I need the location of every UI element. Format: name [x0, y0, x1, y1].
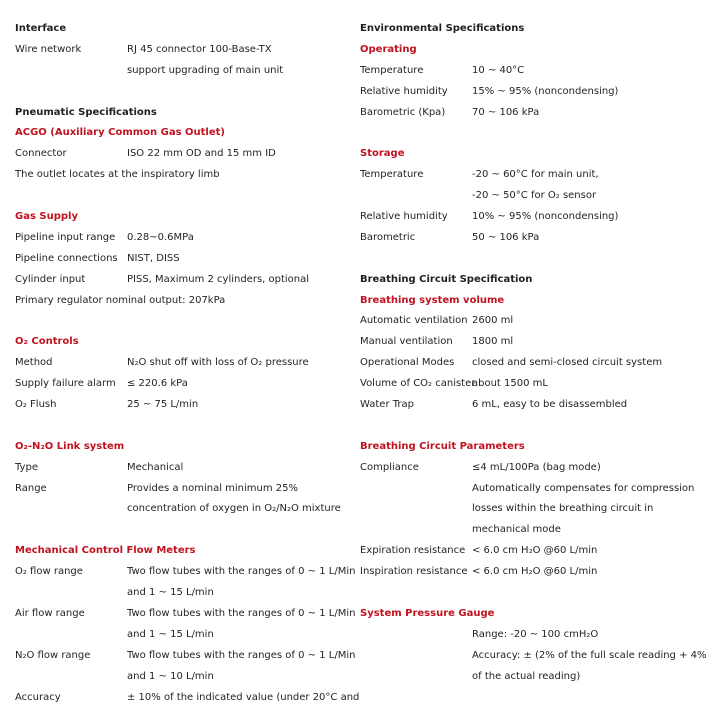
spec-label: Supply failure alarm: [15, 374, 116, 395]
spec-value: Two flow tubes with the ranges of 0 ~ 1 L/Min: [127, 604, 355, 625]
spec-label: Type: [15, 458, 38, 479]
spec-label: Relative humidity: [360, 82, 448, 103]
spec-row: [360, 103, 700, 124]
spec-row: [15, 270, 350, 291]
spec-value: NIST, DISS: [127, 249, 180, 270]
spec-value: ≤4 mL/100Pa (bag mode): [472, 458, 601, 479]
spec-row: [15, 667, 350, 688]
spec-row: [360, 165, 700, 186]
spec-label: Wire network: [15, 40, 81, 61]
spec-label: Expiration resistance: [360, 541, 465, 562]
spec-row: [360, 646, 700, 667]
section-heading-pneumatic-specifications: Pneumatic Specifications: [15, 103, 350, 124]
spec-label: Range: [15, 479, 47, 500]
spec-row: [360, 82, 700, 103]
subsection-heading-breathing-circuit-parameters: Breathing Circuit Parameters: [360, 437, 700, 458]
spec-row: [360, 332, 700, 353]
spec-value: and 1 ~ 10 L/min: [127, 667, 214, 688]
spec-label: Temperature: [360, 61, 423, 82]
spec-label: Volume of CO₂ canister: [360, 374, 475, 395]
spec-value: 1800 ml: [472, 332, 513, 353]
spec-row: [360, 520, 700, 541]
subsection-heading-o-n-o-link-system: O₂-N₂O Link system: [15, 437, 350, 458]
subsection-heading-gas-supply: Gas Supply: [15, 207, 350, 228]
spec-label: Primary regulator nominal output: 207kPa: [15, 291, 225, 312]
spec-row: [360, 499, 700, 520]
spec-value: support upgrading of main unit: [127, 61, 283, 82]
spec-label: Operational Modes: [360, 353, 454, 374]
spec-value: of the actual reading): [472, 667, 580, 688]
spec-row: [15, 353, 350, 374]
spec-row: [15, 228, 350, 249]
spacer: [15, 416, 350, 437]
spec-value: Accuracy: ± (2% of the full scale reading + 4%: [472, 646, 707, 667]
spec-value: < 6.0 cm H₂O @60 L/min: [472, 541, 597, 562]
spec-label: Barometric: [360, 228, 415, 249]
spec-label: Automatic ventilation: [360, 311, 468, 332]
spacer: [360, 249, 700, 270]
spec-row: [15, 249, 350, 270]
spec-row: [360, 395, 700, 416]
spec-label: Pipeline input range: [15, 228, 115, 249]
spec-label: Inspiration resistance: [360, 562, 467, 583]
spec-label: Cylinder input: [15, 270, 85, 291]
spec-value: 10% ~ 95% (noncondensing): [472, 207, 618, 228]
spec-label: O₂ Flush: [15, 395, 56, 416]
spec-label: Barometric (Kpa): [360, 103, 445, 124]
spec-value: Automatically compensates for compression: [472, 479, 694, 500]
spec-value: 15% ~ 95% (noncondensing): [472, 82, 618, 103]
spec-label: The outlet locates at the inspiratory limb: [15, 165, 220, 186]
spec-value: ISO 22 mm OD and 15 mm ID: [127, 144, 276, 165]
spec-row: [360, 374, 700, 395]
subsection-heading-system-pressure-gauge: System Pressure Gauge: [360, 604, 700, 625]
right-column: [360, 19, 700, 688]
spec-value: losses within the breathing circuit in: [472, 499, 653, 520]
section-heading-environmental-specifications: Environmental Specifications: [360, 19, 700, 40]
spec-label: Air flow range: [15, 604, 85, 625]
spec-row: [360, 562, 700, 583]
spec-label: Accuracy: [15, 688, 61, 708]
spec-row: [360, 458, 700, 479]
spec-label: Pipeline connections: [15, 249, 118, 270]
spec-value: 70 ~ 106 kPa: [472, 103, 539, 124]
subsection-heading-operating: Operating: [360, 40, 700, 61]
spec-row: [15, 144, 350, 165]
left-column: [15, 19, 350, 708]
spacer: [360, 123, 700, 144]
spec-row: [15, 61, 350, 82]
spec-value: 50 ~ 106 kPa: [472, 228, 539, 249]
spec-value: 10 ~ 40°C: [472, 61, 524, 82]
spec-label: Manual ventilation: [360, 332, 453, 353]
spec-value: Two flow tubes with the ranges of 0 ~ 1 L/Min: [127, 646, 355, 667]
spacer: [360, 583, 700, 604]
spacer: [15, 311, 350, 332]
spacer: [360, 416, 700, 437]
spec-value: and 1 ~ 15 L/min: [127, 583, 214, 604]
spec-value: 6 mL, easy to be disassembled: [472, 395, 627, 416]
spec-value: Two flow tubes with the ranges of 0 ~ 1 L/Min: [127, 562, 355, 583]
spec-value: closed and semi-closed circuit system: [472, 353, 662, 374]
spec-value: ≤ 220.6 kPa: [127, 374, 188, 395]
spec-value: PISS, Maximum 2 cylinders, optional: [127, 270, 309, 291]
spec-label: Connector: [15, 144, 67, 165]
spec-row: [15, 458, 350, 479]
spec-value: RJ 45 connector 100-Base-TX: [127, 40, 272, 61]
spec-label: N₂O flow range: [15, 646, 90, 667]
spec-value: about 1500 mL: [472, 374, 548, 395]
spec-row: [15, 646, 350, 667]
spec-row: [15, 499, 350, 520]
spec-value: ± 10% of the indicated value (under 20°C and: [127, 688, 359, 708]
section-heading-interface: Interface: [15, 19, 350, 40]
spec-row: [360, 479, 700, 500]
spec-label: Method: [15, 353, 53, 374]
spec-value: mechanical mode: [472, 520, 561, 541]
spec-value: -20 ~ 50°C for O₂ sensor: [472, 186, 596, 207]
spec-row: [15, 479, 350, 500]
spec-row: [360, 625, 700, 646]
spec-value: -20 ~ 60°C for main unit,: [472, 165, 599, 186]
spec-row: [15, 374, 350, 395]
spec-row: [360, 311, 700, 332]
spec-row: [360, 353, 700, 374]
subsection-heading-mechanical-control-flow-meters: Mechanical Control Flow Meters: [15, 541, 350, 562]
spec-value: Range: -20 ~ 100 cmH₂O: [472, 625, 598, 646]
spec-label: O₂ flow range: [15, 562, 83, 583]
spec-row: [15, 625, 350, 646]
spacer: [15, 520, 350, 541]
spec-row: [15, 165, 350, 186]
section-heading-breathing-circuit-specification: Breathing Circuit Specification: [360, 270, 700, 291]
spec-row: [360, 207, 700, 228]
spec-row: [15, 395, 350, 416]
spec-value: and 1 ~ 15 L/min: [127, 625, 214, 646]
spec-row: [15, 562, 350, 583]
spec-row: [360, 228, 700, 249]
spec-label: Water Trap: [360, 395, 414, 416]
subsection-heading-acgo-auxiliary-common-gas-outlet: ACGO (Auxiliary Common Gas Outlet): [15, 123, 350, 144]
spec-value: < 6.0 cm H₂O @60 L/min: [472, 562, 597, 583]
spec-label: Compliance: [360, 458, 419, 479]
spec-value: N₂O shut off with loss of O₂ pressure: [127, 353, 309, 374]
spec-label: Temperature: [360, 165, 423, 186]
spec-value: 25 ~ 75 L/min: [127, 395, 198, 416]
spacer: [15, 82, 350, 103]
subsection-heading-storage: Storage: [360, 144, 700, 165]
subsection-heading-breathing-system-volume: Breathing system volume: [360, 291, 700, 312]
spec-row: [15, 688, 350, 708]
spec-row: [15, 291, 350, 312]
spec-value: 2600 ml: [472, 311, 513, 332]
spec-row: [360, 186, 700, 207]
spec-row: [15, 604, 350, 625]
spec-label: Relative humidity: [360, 207, 448, 228]
spec-row: [15, 40, 350, 61]
spec-row: [15, 583, 350, 604]
spec-value: 0.28~0.6MPa: [127, 228, 194, 249]
spec-row: [360, 667, 700, 688]
spec-row: [360, 541, 700, 562]
subsection-heading-o-controls: O₂ Controls: [15, 332, 350, 353]
spec-value: Provides a nominal minimum 25%: [127, 479, 298, 500]
spec-row: [360, 61, 700, 82]
spec-value: concentration of oxygen in O₂/N₂O mixture: [127, 499, 341, 520]
spacer: [15, 186, 350, 207]
spec-value: Mechanical: [127, 458, 183, 479]
